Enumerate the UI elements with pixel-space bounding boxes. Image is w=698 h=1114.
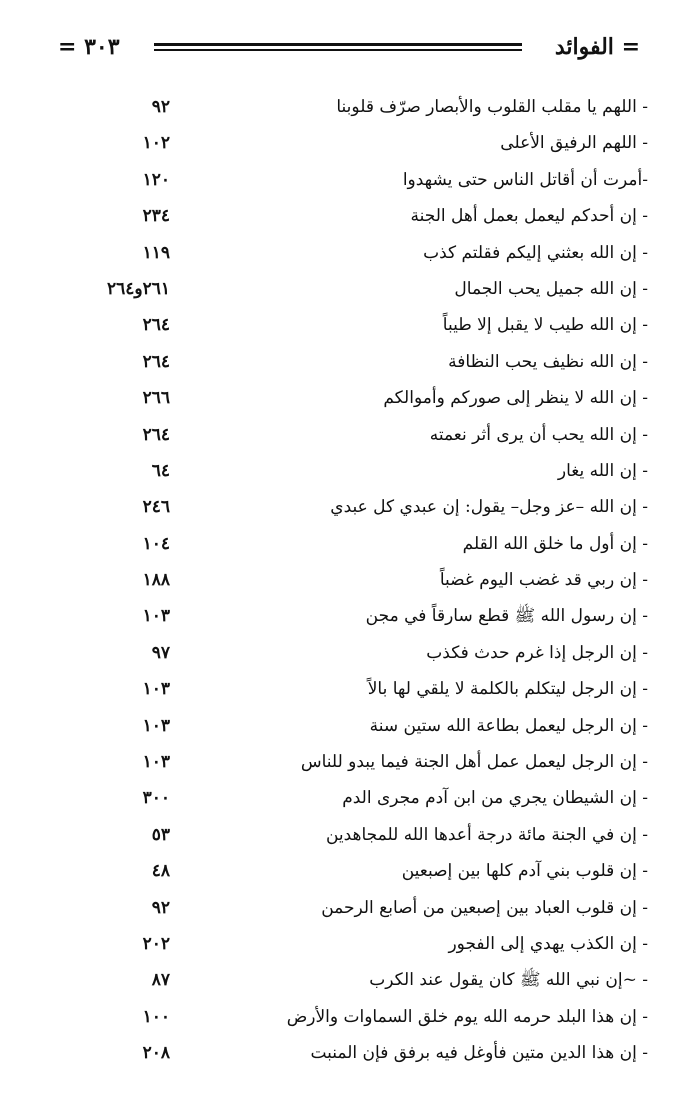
entry-pages: ٢٤٦: [142, 497, 170, 518]
index-entry: [0, 453, 698, 489]
entry-text: - إن الرجل ليعمل بطاعة الله ستين سنة: [369, 715, 648, 736]
entry-pages: ٣٠٠: [142, 788, 170, 809]
entry-text: - إن الله –عز وجل– يقول: إن عبدي كل عبدي: [330, 497, 648, 518]
index-entry: [0, 962, 698, 998]
index-entry: [0, 853, 698, 889]
entry-pages: ١٢٠: [142, 169, 170, 190]
entry-pages: ٦٤: [151, 460, 170, 481]
index-entry: [0, 562, 698, 598]
index-entry: [0, 780, 698, 816]
index-entry: [0, 162, 698, 198]
entry-text: - إن الرجل ليتكلم بالكلمة لا يلقي لها بالاً: [367, 679, 648, 700]
page-header: [58, 32, 640, 62]
hadith-index-list: [0, 89, 698, 1072]
entry-text: - إن الكذب يهدي إلى الفجور: [448, 933, 648, 954]
entry-pages: ٢٦٤: [142, 351, 170, 372]
entry-text: - إن الله جميل يحب الجمال: [454, 278, 648, 299]
entry-pages: ١٨٨: [142, 570, 170, 591]
entry-text: - إن قلوب بني آدم كلها بين إصبعين: [401, 861, 648, 882]
index-entry: [0, 671, 698, 707]
index-entry: [0, 198, 698, 234]
entry-pages: ١٠٣: [142, 606, 170, 627]
entry-pages: ١٠٣: [142, 715, 170, 736]
entry-pages: ١٠٣: [142, 752, 170, 773]
entry-text: - إن أحدكم ليعمل بعمل أهل الجنة: [410, 206, 648, 227]
index-entry: [0, 344, 698, 380]
entry-pages: ٩٧: [151, 642, 170, 663]
index-entry: [0, 999, 698, 1035]
entry-text: - ~إن نبي الله ﷺ كان يقول عند الكرب: [369, 970, 648, 991]
index-entry: [0, 890, 698, 926]
entry-pages: ١٠٤: [142, 533, 170, 554]
entry-text: - إن قلوب العباد بين إصبعين من أصابع الرحمن: [321, 897, 648, 918]
entry-text: -أمرت أن أقاتل الناس حتى يشهدوا: [402, 169, 648, 190]
index-entry: [0, 598, 698, 634]
entry-text: - إن الرجل ليعمل عمل أهل الجنة فيما يبدو للناس: [300, 752, 648, 773]
entry-pages: ١٠٠: [142, 1006, 170, 1027]
entry-pages: ٢٦٦: [142, 388, 170, 409]
entry-text: - اللهم يا مقلب القلوب والأبصار صرّف قلوبنا: [336, 97, 648, 117]
entry-pages: ٥٣: [151, 824, 170, 845]
entry-pages: ٢٦٤: [142, 424, 170, 445]
index-entry: [0, 708, 698, 744]
entry-text: - إن الله يغار: [557, 460, 648, 481]
index-entry: [0, 307, 698, 343]
index-entry: [0, 235, 698, 271]
entry-text: - إن الشيطان يجري من ابن آدم مجرى الدم: [342, 788, 648, 809]
entry-text: - إن في الجنة مائة درجة أعدها الله للمجاهدين: [325, 824, 648, 845]
entry-pages: ٢٠٨: [142, 1043, 170, 1064]
entry-text: - إن الرجل إذا غرم حدث فكذب: [426, 642, 648, 663]
entry-text: - إن رسول الله ﷺ قطع سارقاً في مجن: [365, 606, 648, 627]
index-entry: [0, 489, 698, 525]
entry-text: - اللهم الرفيق الأعلى: [500, 133, 648, 154]
index-entry: [0, 1035, 698, 1071]
entry-pages: ٢٦٤: [142, 315, 170, 336]
page-number: ٣٠٣ =: [58, 34, 120, 60]
header-rule: [154, 43, 522, 51]
index-entry: [0, 417, 698, 453]
entry-text: - إن هذا الدين متين فأوغل فيه برفق فإن المنبت: [310, 1043, 648, 1064]
entry-text: - إن الله طيب لا يقبل إلا طيباً: [442, 315, 648, 336]
index-entry: [0, 526, 698, 562]
entry-text: - إن ربي قد غضب اليوم غضباً: [439, 570, 648, 591]
entry-text: - إن الله نظيف يحب النظافة: [448, 351, 648, 372]
index-entry: [0, 817, 698, 853]
entry-pages: ٩٢: [151, 97, 170, 117]
entry-text: - إن الله يحب أن يرى أثر نعمته: [429, 424, 648, 445]
entry-pages: ١١٩: [142, 242, 170, 263]
entry-pages: ٢٠٢: [142, 933, 170, 954]
entry-pages: ٢٦١و٢٦٤: [106, 278, 170, 299]
entry-text: - إن الله بعثني إليكم فقلتم كذب: [423, 242, 648, 263]
entry-text: - إن أول ما خلق الله القلم: [462, 533, 648, 554]
entry-pages: ١٠٢: [142, 133, 170, 154]
index-entry: [0, 926, 698, 962]
index-entry: [0, 271, 698, 307]
index-entry: [0, 125, 698, 161]
entry-pages: ١٠٣: [142, 679, 170, 700]
entry-pages: ٩٢: [151, 897, 170, 918]
entry-pages: ٤٨: [151, 861, 170, 882]
entry-text: - إن هذا البلد حرمه الله يوم خلق السماوات والأرض: [286, 1006, 648, 1027]
index-entry: [0, 380, 698, 416]
index-entry: [0, 744, 698, 780]
running-title: = الفوائد: [554, 34, 640, 60]
entry-pages: ٨٧: [151, 970, 170, 991]
index-entry: [0, 635, 698, 671]
index-entry: [0, 89, 698, 125]
entry-text: - إن الله لا ينظر إلى صوركم وأموالكم: [383, 388, 648, 409]
entry-pages: ٢٣٤: [142, 206, 170, 227]
